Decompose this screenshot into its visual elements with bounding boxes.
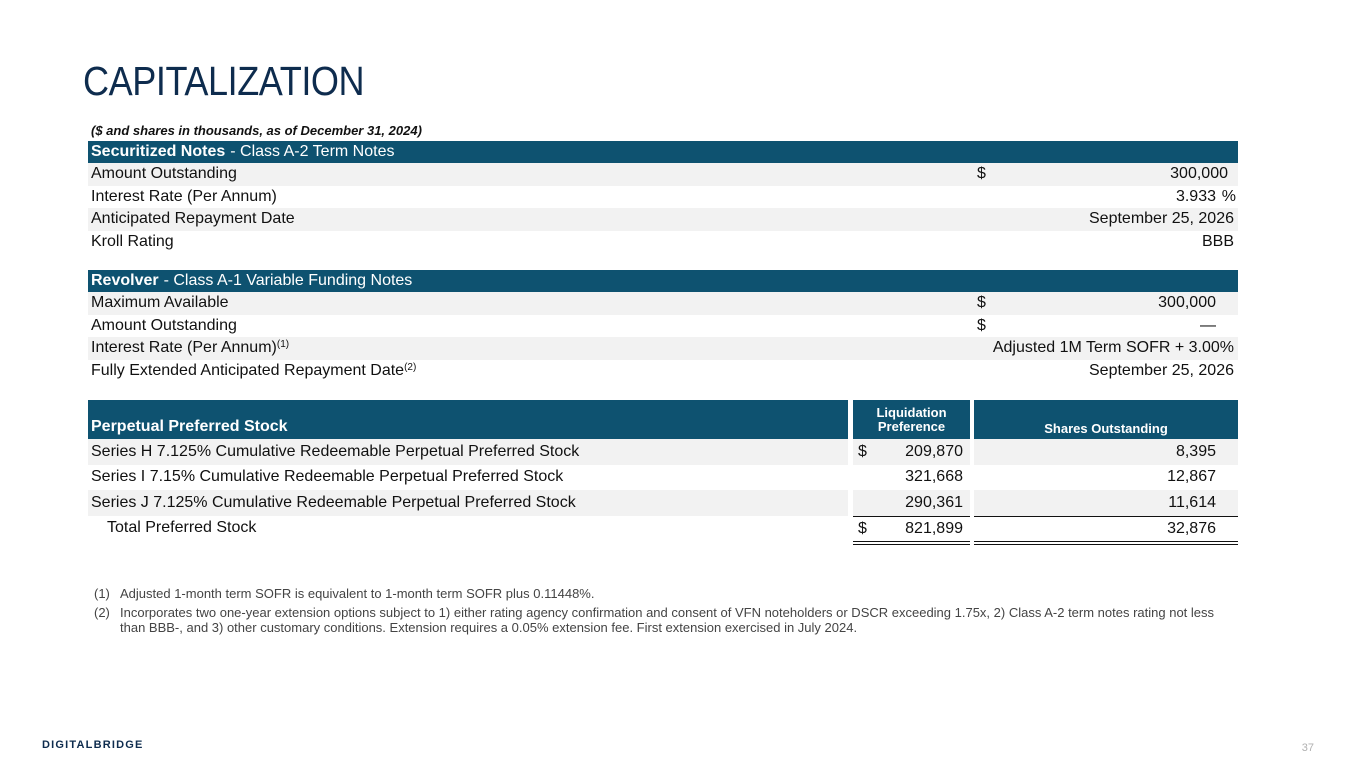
liquidation-value: 290,361 <box>905 493 963 511</box>
footnotes <box>94 586 1224 639</box>
row-value: BBB <box>1201 232 1234 250</box>
table-row <box>88 292 1238 315</box>
row-label: Kroll Rating <box>91 232 174 250</box>
securitized-notes-header <box>88 141 1238 163</box>
row-value: 300,000 <box>1170 165 1228 183</box>
double-underline <box>974 541 1238 545</box>
col-header-liquidation-line1: Liquidation <box>876 405 947 420</box>
page-number: 37 <box>1301 742 1314 754</box>
row-label: Interest Rate (Per Annum) <box>91 187 277 205</box>
table-row <box>88 208 1238 231</box>
footnote-ref: (1) <box>276 339 290 351</box>
row-label: Amount Outstanding <box>91 165 237 183</box>
securitized-header-rest: - Class A-2 Term Notes <box>230 143 395 160</box>
dollar-sign: $ <box>977 294 986 312</box>
col-header-liquidation <box>853 400 970 439</box>
row-value: 300,000 <box>1158 294 1216 312</box>
securitized-header-bold: Securitized Notes <box>91 143 226 160</box>
table-row <box>88 315 1238 338</box>
liquidation-value: 209,870 <box>905 442 963 460</box>
footnote <box>94 586 1224 601</box>
col-header-preferred: Perpetual Preferred Stock <box>88 400 848 439</box>
preferred-header-row <box>88 400 1238 439</box>
footnote-number: (2) <box>94 605 110 620</box>
revolver-table <box>88 270 1238 382</box>
table-row <box>88 490 1238 516</box>
table-row <box>88 231 1238 254</box>
row-value: Adjusted 1M Term SOFR + 3.00% <box>992 339 1234 357</box>
liquidation-cell <box>853 439 970 465</box>
revolver-header-rest: - Class A-1 Variable Funding Notes <box>163 272 413 289</box>
dollar-sign: $ <box>977 316 986 334</box>
row-label: Series H 7.125% Cumulative Redeemable Perpetual Preferred Stock <box>88 439 848 465</box>
liquidation-cell <box>853 490 970 516</box>
total-row <box>88 516 1238 542</box>
liquidation-total: 821,899 <box>905 519 963 537</box>
revolver-header-bold: Revolver <box>91 272 159 289</box>
footnote <box>94 605 1224 635</box>
row-value: September 25, 2026 <box>1089 361 1234 379</box>
col-header-shares: Shares Outstanding <box>974 400 1238 439</box>
liquidation-cell <box>853 465 970 491</box>
dollar-sign: $ <box>858 519 867 537</box>
dollar-sign: $ <box>977 165 986 183</box>
row-label: Amount Outstanding <box>91 316 237 334</box>
table-row <box>88 337 1238 360</box>
table-row <box>88 360 1238 383</box>
row-value: September 25, 2026 <box>1089 210 1234 228</box>
table-row <box>88 186 1238 209</box>
table-row <box>88 439 1238 465</box>
footnote-number: (1) <box>94 586 110 601</box>
row-label: Series I 7.15% Cumulative Redeemable Perpetual Preferred Stock <box>91 468 564 486</box>
units-note: ($ and shares in thousands, as of December 31, 2024) <box>91 123 422 138</box>
row-label: Interest Rate (Per Annum) <box>91 339 277 357</box>
shares-value: 12,867 <box>1167 468 1216 486</box>
row-label: Maximum Available <box>91 294 229 312</box>
shares-value: 11,614 <box>974 490 1238 516</box>
row-label: Fully Extended Anticipated Repayment Date <box>91 361 405 379</box>
footnote-text: Adjusted 1-month term SOFR is equivalent to 1-month term SOFR plus 0.11448%. <box>120 586 595 601</box>
dollar-sign: $ <box>858 442 867 460</box>
row-label: Series J 7.125% Cumulative Redeemable Perpetual Preferred Stock <box>88 490 848 516</box>
row-label-with-footnote <box>91 362 1238 380</box>
company-logo: DIGITALBRIDGE <box>42 739 144 751</box>
page-title: CAPITALIZATION <box>83 58 365 104</box>
shares-total: 32,876 <box>974 516 1238 542</box>
row-value: 3.933 <box>1175 187 1216 205</box>
table-row <box>88 465 1238 491</box>
table-row <box>88 163 1238 186</box>
col-header-liquidation-line2: Preference <box>877 419 946 434</box>
securitized-notes-table <box>88 141 1238 253</box>
footnote-text: Incorporates two one-year extension options subject to 1) either rating agency confirmation and consent of VFN noteholders or DSCR exceeding 1.75x, 2) Class A-2 term notes rating not less than BBB-, and 3) other customary conditions. Extension requires a 0.05% extension fee. First extension exercised in July 2024. <box>120 605 1215 635</box>
shares-value: 8,395 <box>974 439 1238 465</box>
total-label: Total Preferred Stock <box>107 519 257 537</box>
percent-sign: % <box>1221 187 1236 205</box>
row-label: Anticipated Repayment Date <box>91 210 295 228</box>
row-value: — <box>1200 316 1216 334</box>
footnote-ref: (2) <box>404 361 417 373</box>
revolver-header <box>88 270 1238 292</box>
double-underline <box>853 541 970 545</box>
liquidation-value: 321,668 <box>905 468 963 486</box>
liquidation-cell <box>853 516 970 542</box>
preferred-stock-table <box>88 400 1238 541</box>
